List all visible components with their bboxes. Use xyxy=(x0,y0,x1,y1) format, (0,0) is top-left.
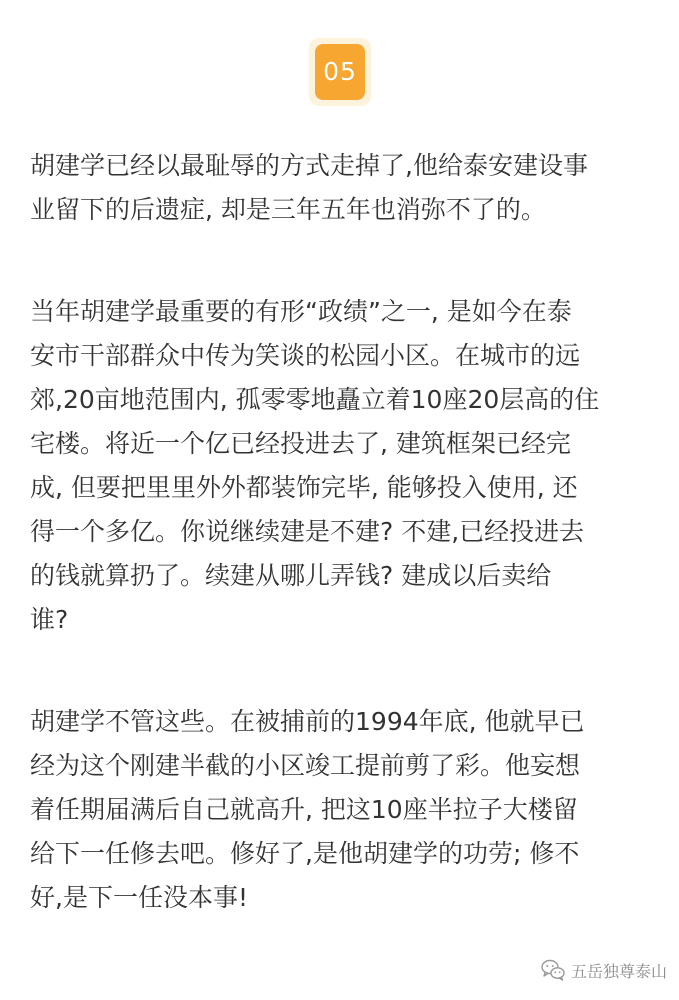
paragraph-2 xyxy=(30,290,660,642)
text-line: 胡建学不管这些。在被捕前的1994年底, 他就早已 xyxy=(30,707,585,736)
text-line: 成, 但要把里里外外都装饰完毕, 能够投入使用, 还 xyxy=(30,473,578,502)
wechat-icon xyxy=(541,959,565,981)
text-line: 当年胡建学最重要的有形“政绩”之一, 是如今在泰 xyxy=(30,297,572,326)
text-line: 业留下的后遗症, 却是三年五年也消弥不了的。 xyxy=(30,195,546,224)
section-badge xyxy=(309,38,371,106)
text-line: 好,是下一任没本事! xyxy=(30,883,248,912)
text-line: 胡建学已经以最耻辱的方式走掉了,他给泰安建设事 xyxy=(30,151,588,180)
watermark xyxy=(541,958,667,982)
text-line: 给下一任修去吧。修好了,是他胡建学的功劳; 修不 xyxy=(30,839,580,868)
text-line: 安市干部群众中传为笑谈的松园小区。在城市的远 xyxy=(30,341,581,370)
paragraph-3 xyxy=(30,700,660,920)
section-number: 05 xyxy=(315,44,365,100)
paragraph-1 xyxy=(30,144,660,232)
text-line: 着任期届满后自己就高升, 把这10座半拉子大楼留 xyxy=(30,795,578,824)
watermark-text: 五岳独尊泰山 xyxy=(570,961,667,981)
text-line: 谁? xyxy=(30,605,69,634)
text-line: 郊,20亩地范围内, 孤零零地矗立着10座20层高的住 xyxy=(30,385,600,414)
text-line: 宅楼。将近一个亿已经投进去了, 建筑框架已经完 xyxy=(30,429,571,458)
text-line: 得一个多亿。你说继续建是不建? 不建,已经投进去 xyxy=(30,517,585,546)
text-line: 经为这个刚建半截的小区竣工提前剪了彩。他妄想 xyxy=(30,751,581,780)
text-line: 的钱就算扔了。续建从哪儿弄钱? 建成以后卖给 xyxy=(30,561,552,590)
